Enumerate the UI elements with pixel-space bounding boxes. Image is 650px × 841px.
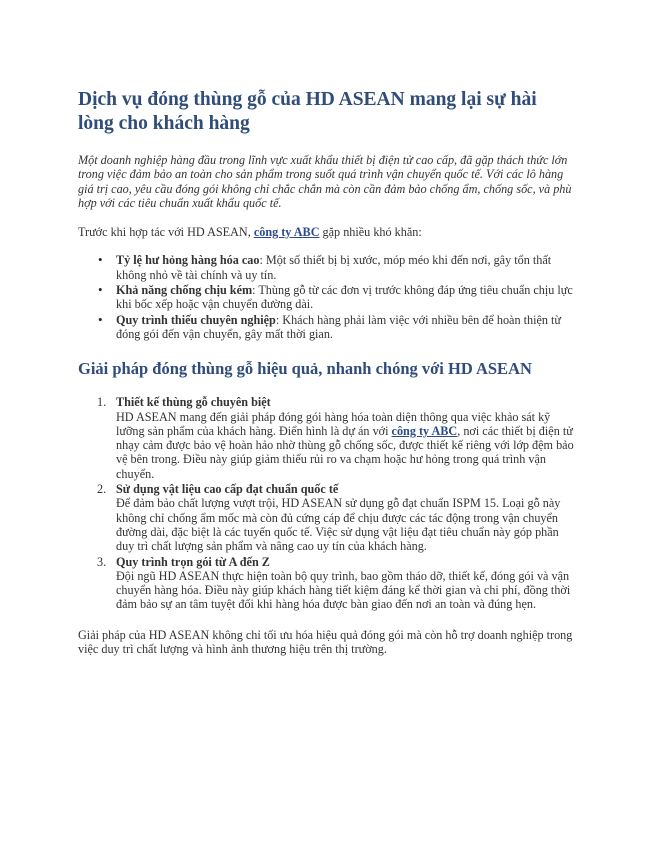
intro-paragraph: Một doanh nghiệp hàng đầu trong lĩnh vực xuất khẩu thiết bị điện tử cao cấp, đã gặp thách thức lớn trong việc đảm bảo an toàn cho sản phẩm trong suốt quá trình vận chuyển quốc tế. Với các lô hàng giá trị cao, yêu cầu đóng gói không chỉ chắc chắn mà còn cần đảm bảo chống ẩm, chống sốc, và phù hợp với các tiêu chuẩn xuất khẩu quốc tế. — [78, 153, 572, 210]
context-paragraph — [78, 225, 574, 239]
solution-title: Sử dụng vật liệu cao cấp đạt chuẩn quốc tế — [116, 482, 339, 497]
problem-list — [78, 253, 574, 341]
list-item — [97, 554, 574, 612]
problem-text: : Một số thiết bị bị xước, móp méo khi đến nơi, gây tổn thất không nhỏ về tài chính và uy tín. — [116, 253, 552, 282]
problem-term: Quy trình thiếu chuyên nghiệp — [116, 312, 276, 327]
context-text-after: gặp nhiều khó khăn: — [319, 225, 422, 240]
problem-term: Tỷ lệ hư hỏng hàng hóa cao — [116, 253, 260, 268]
problem-text: : Thùng gỗ từ các đơn vị trước không đáp ứng tiêu chuẩn chịu lực khi bốc xếp hoặc vận chuyển đường dài. — [116, 283, 573, 312]
item-number: 3. — [97, 554, 107, 569]
list-item — [116, 253, 574, 282]
solution-list — [78, 395, 574, 611]
item-number: 1. — [97, 395, 107, 410]
list-item — [116, 313, 574, 342]
section-heading: Giải pháp đóng thùng gỗ hiệu quả, nhanh chóng với HD ASEAN — [78, 359, 532, 379]
solution-title: Thiết kế thùng gỗ chuyên biệt — [116, 395, 271, 410]
company-abc-link[interactable]: công ty ABC — [391, 423, 458, 438]
context-text-before: Trước khi hợp tác với HD ASEAN, — [78, 225, 254, 240]
solution-text-before: HD ASEAN mang đến giải pháp đóng gói hàng hóa toàn diện thông qua việc khảo sát kỹ lưỡng sản phẩm của khách hàng. Điển hình là dự án với — [116, 409, 551, 438]
item-number: 2. — [97, 482, 107, 497]
company-abc-link[interactable]: công ty ABC — [253, 225, 320, 240]
problem-term: Khả năng chống chịu kém — [116, 283, 253, 298]
solution-text: Đội ngũ HD ASEAN thực hiện toàn bộ quy trình, bao gồm tháo dỡ, thiết kế, đóng gói và vận chuyển hàng hóa. Điều này giúp khách hàng tiết kiệm đáng kể thời gian và chi phí, đồng thời đảm bảo sự an tâm tuyệt đối khi hàng hóa được bàn giao đến nơi an toàn và đúng hẹn. — [116, 568, 571, 612]
list-item — [97, 395, 574, 481]
solution-text: Để đảm bảo chất lượng vượt trội, HD ASEAN sử dụng gỗ đạt chuẩn ISPM 15. Loại gỗ này không chỉ chống ẩm mốc mà còn đủ cứng cáp để chịu được các tác động trong vận chuyển đường dài, đặc biệt là các tuyến quốc tế. Việc sử dụng vật liệu đạt tiêu chuẩn này góp phần duy trì chất lượng sản phẩm và nâng cao uy tín của khách hàng. — [116, 496, 561, 554]
list-item — [116, 283, 574, 312]
closing-paragraph: Giải pháp của HD ASEAN không chỉ tối ưu hóa hiệu quả đóng gói mà còn hỗ trợ doanh nghiệp trong việc duy trì chất lượng và hình ảnh thương hiệu trên thị trường. — [78, 627, 573, 657]
solution-text-after: , nơi các thiết bị điện tử nhạy cảm được bảo vệ hoàn hảo nhờ thùng gỗ chống sốc, được thiết kế riêng với lớp đệm bảo vệ bên trong. Điều này giúp giảm thiểu rủi ro va chạm hoặc hư hỏng trong quá trình vận chuyển. — [116, 423, 574, 481]
page-title: Dịch vụ đóng thùng gỗ của HD ASEAN mang lại sự hài lòng cho khách hàng — [78, 89, 537, 134]
solution-title: Quy trình trọn gói từ A đến Z — [116, 554, 270, 569]
list-item — [97, 482, 574, 554]
problem-text: : Khách hàng phải làm việc với nhiều bên để hoàn thiện từ đóng gói đến vận chuyển, gây mất thời gian. — [116, 312, 562, 341]
